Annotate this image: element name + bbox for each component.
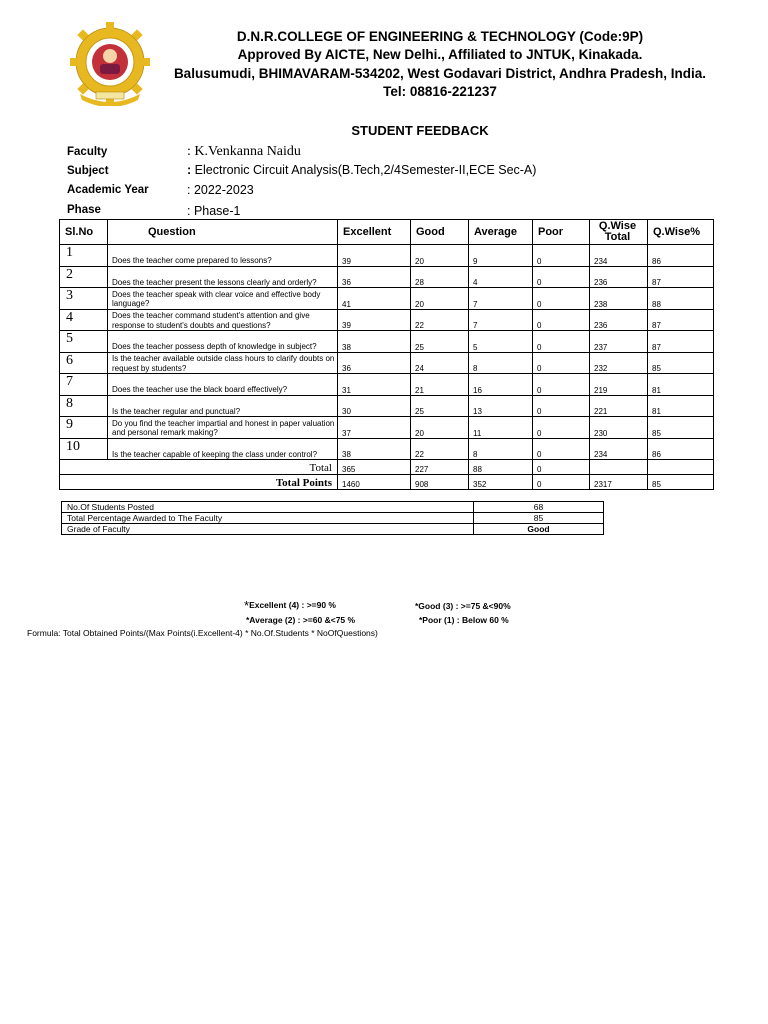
row-qwise-total: 230 [590, 417, 648, 439]
row-qwise-percent: 85 [648, 352, 714, 374]
row-good: 20 [411, 288, 469, 310]
row-average: 8 [469, 352, 533, 374]
col-header-average: Average [469, 220, 533, 245]
row-qwise-total: 221 [590, 395, 648, 417]
row-qwise-percent: 81 [648, 395, 714, 417]
college-address: Balusumudi, BHIMAVARAM-534202, West Godavari District, Andhra Pradesh, India. [173, 66, 707, 81]
row-excellent: 36 [338, 352, 411, 374]
points-excellent: 1460 [338, 475, 411, 490]
row-slno: 10 [60, 438, 108, 460]
summary-table [61, 501, 604, 535]
row-qwise-percent: 86 [648, 438, 714, 460]
document-title: STUDENT FEEDBACK [351, 123, 489, 138]
legend-excellent-text: Excellent (4) : >=90 % [249, 600, 336, 610]
total-qwise-total [590, 460, 648, 475]
row-slno: 2 [60, 266, 108, 288]
row-average: 11 [469, 417, 533, 439]
row-average: 7 [469, 288, 533, 310]
row-qwise-percent: 85 [648, 417, 714, 439]
row-average: 9 [469, 245, 533, 267]
table-row [60, 266, 714, 288]
row-excellent: 31 [338, 374, 411, 396]
row-qwise-total: 238 [590, 288, 648, 310]
row-average: 5 [469, 331, 533, 353]
total-excellent: 365 [338, 460, 411, 475]
row-question: Is the teacher available outside class hours to clarify doubts on request by students? [108, 352, 338, 374]
row-qwise-total: 232 [590, 352, 648, 374]
grade-value: Good [474, 524, 604, 535]
col-header-slno: Sl.No [60, 220, 108, 245]
col-header-excellent: Excellent [338, 220, 411, 245]
phase-label: Phase [67, 204, 101, 216]
students-posted-value: 68 [474, 502, 604, 513]
row-poor: 0 [533, 288, 590, 310]
table-row [60, 288, 714, 310]
total-good: 227 [411, 460, 469, 475]
row-qwise-percent: 81 [648, 374, 714, 396]
legend-average: *Average (2) : >=60 &<75 % [246, 615, 356, 625]
row-average: 13 [469, 395, 533, 417]
table-header-row [60, 220, 714, 245]
formula-text: Formula: Total Obtained Points/(Max Points(i.Excellent-4) * No.Of.Students * NoOfQuestions) [27, 628, 378, 638]
row-slno: 4 [60, 309, 108, 331]
row-good: 20 [411, 417, 469, 439]
row-question: Does the teacher possess depth of knowledge in subject? [108, 331, 338, 353]
row-question: Is the teacher capable of keeping the class under control? [108, 438, 338, 460]
row-qwise-percent: 87 [648, 266, 714, 288]
points-poor: 0 [533, 475, 590, 490]
row-excellent: 36 [338, 266, 411, 288]
row-qwise-total: 236 [590, 309, 648, 331]
academic-year-value: : 2022-2023 [187, 183, 254, 197]
college-logo-emblem [60, 20, 160, 106]
row-qwise-percent: 86 [648, 245, 714, 267]
row-good: 28 [411, 266, 469, 288]
legend-excellent [244, 598, 336, 613]
row-question: Does the teacher present the lessons clearly and orderly? [108, 266, 338, 288]
row-question: Do you find the teacher impartial and honest in paper valuation and personal remark making? [108, 417, 338, 439]
points-qwise-total: 2317 [590, 475, 648, 490]
subject-text: Electronic Circuit Analysis(B.Tech,2/4Semester-II,ECE Sec-A) [194, 163, 537, 177]
faculty-value: : K.Venkanna Naidu [187, 144, 301, 159]
subject-label: Subject [67, 165, 109, 177]
row-excellent: 41 [338, 288, 411, 310]
row-slno: 1 [60, 245, 108, 267]
points-good: 908 [411, 475, 469, 490]
table-row [60, 331, 714, 353]
college-telephone: Tel: 08816-221237 [383, 84, 497, 99]
col-header-qwise-percent: Q.Wise% [648, 220, 714, 245]
row-good: 20 [411, 245, 469, 267]
points-qwise-percent: 85 [648, 475, 714, 490]
row-poor: 0 [533, 309, 590, 331]
row-qwise-total: 236 [590, 266, 648, 288]
row-question: Is the teacher regular and punctual? [108, 395, 338, 417]
row-good: 25 [411, 331, 469, 353]
students-posted-label: No.Of Students Posted [62, 502, 474, 513]
row-slno: 6 [60, 352, 108, 374]
row-excellent: 38 [338, 438, 411, 460]
row-good: 24 [411, 352, 469, 374]
row-excellent: 38 [338, 331, 411, 353]
row-slno: 8 [60, 395, 108, 417]
row-poor: 0 [533, 395, 590, 417]
table-row [60, 374, 714, 396]
row-good: 22 [411, 309, 469, 331]
row-excellent: 39 [338, 245, 411, 267]
total-poor: 0 [533, 460, 590, 475]
row-average: 16 [469, 374, 533, 396]
legend-poor: *Poor (1) : Below 60 % [419, 615, 509, 625]
row-question: Does the teacher speak with clear voice and effective body language? [108, 288, 338, 310]
row-qwise-total: 237 [590, 331, 648, 353]
total-row [60, 460, 714, 475]
total-points-row [60, 475, 714, 490]
row-good: 22 [411, 438, 469, 460]
row-slno: 7 [60, 374, 108, 396]
college-approval: Approved By AICTE, New Delhi., Affiliated to JNTUK, Kinakada. [237, 47, 643, 62]
row-excellent: 30 [338, 395, 411, 417]
grade-label: Grade of Faculty [62, 524, 474, 535]
subject-value: : Electronic Circuit Analysis(B.Tech,2/4Semester-II,ECE Sec-A) [187, 163, 537, 177]
row-qwise-total: 219 [590, 374, 648, 396]
summary-row [62, 513, 604, 524]
row-average: 8 [469, 438, 533, 460]
points-average: 352 [469, 475, 533, 490]
row-qwise-total: 234 [590, 438, 648, 460]
row-poor: 0 [533, 374, 590, 396]
table-row [60, 352, 714, 374]
table-row [60, 438, 714, 460]
row-qwise-total: 234 [590, 245, 648, 267]
row-question: Does the teacher command student's attention and give response to student's doubts and questions? [108, 309, 338, 331]
row-average: 7 [469, 309, 533, 331]
row-qwise-percent: 87 [648, 309, 714, 331]
row-excellent: 39 [338, 309, 411, 331]
college-name: D.N.R.COLLEGE OF ENGINEERING & TECHNOLOGY (Code:9P) [236, 29, 644, 44]
table-row [60, 245, 714, 267]
total-percentage-label: Total Percentage Awarded to The Faculty [62, 513, 474, 524]
row-qwise-percent: 87 [648, 331, 714, 353]
col-header-question: Question [108, 220, 338, 245]
total-qwise-percent [648, 460, 714, 475]
faculty-label: Faculty [67, 146, 108, 158]
row-good: 25 [411, 395, 469, 417]
legend-good: *Good (3) : >=75 &<90% [415, 601, 511, 611]
total-average: 88 [469, 460, 533, 475]
total-label: Total [60, 460, 338, 475]
feedback-table [59, 219, 714, 490]
summary-row [62, 524, 604, 535]
row-qwise-percent: 88 [648, 288, 714, 310]
row-poor: 0 [533, 331, 590, 353]
row-question: Does the teacher use the black board effectively? [108, 374, 338, 396]
col-header-poor: Poor [533, 220, 590, 245]
row-poor: 0 [533, 245, 590, 267]
table-row [60, 395, 714, 417]
row-poor: 0 [533, 266, 590, 288]
table-row [60, 417, 714, 439]
row-slno: 9 [60, 417, 108, 439]
row-average: 4 [469, 266, 533, 288]
academic-year-label: Academic Year [67, 184, 149, 196]
legend-star: * [244, 598, 250, 613]
row-poor: 0 [533, 352, 590, 374]
col-header-qwise-total: Q.Wise Total [590, 220, 648, 245]
row-excellent: 37 [338, 417, 411, 439]
row-slno: 5 [60, 331, 108, 353]
total-percentage-value: 85 [474, 513, 604, 524]
phase-value: : Phase-1 [187, 204, 241, 218]
row-question: Does the teacher come prepared to lessons? [108, 245, 338, 267]
total-points-label: Total Points [60, 475, 338, 490]
summary-row [62, 502, 604, 513]
row-poor: 0 [533, 438, 590, 460]
table-row [60, 309, 714, 331]
row-poor: 0 [533, 417, 590, 439]
col-header-good: Good [411, 220, 469, 245]
row-slno: 3 [60, 288, 108, 310]
row-good: 21 [411, 374, 469, 396]
